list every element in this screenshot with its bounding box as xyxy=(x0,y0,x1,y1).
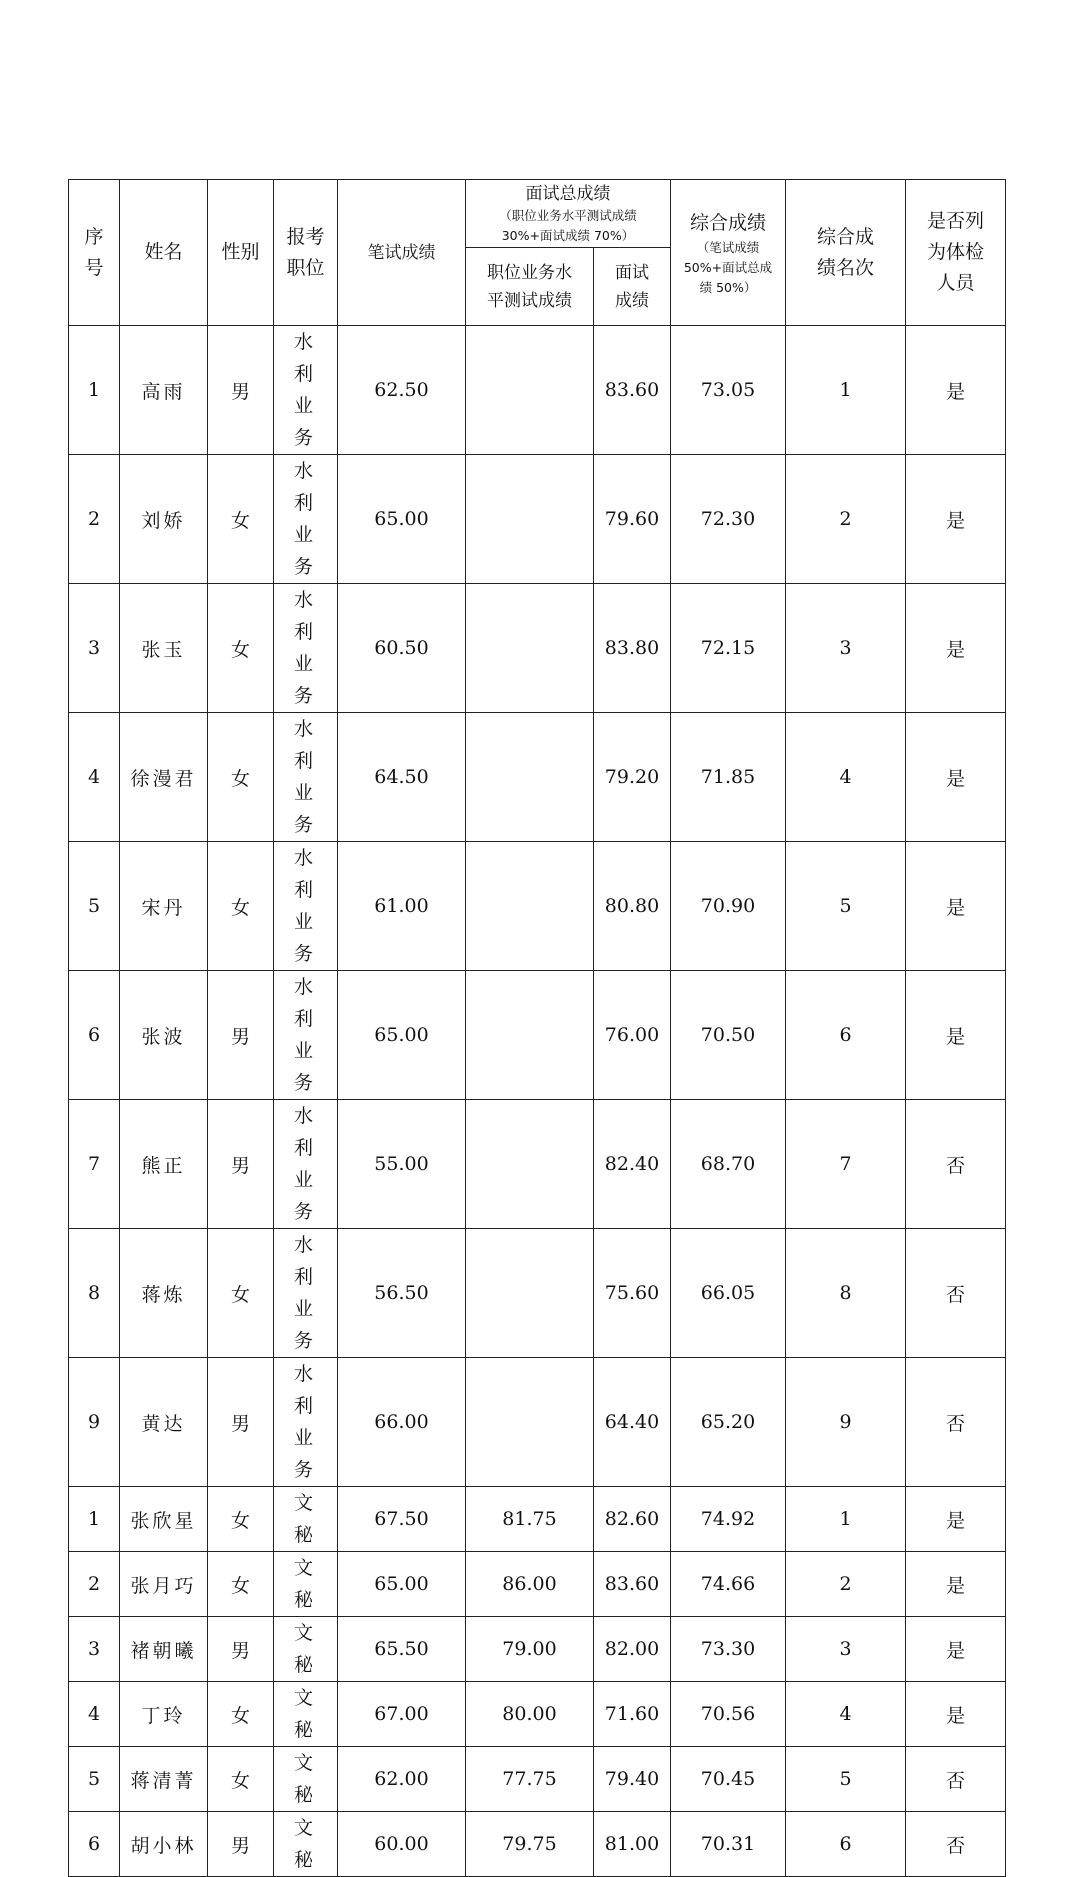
exam-cell: 是 xyxy=(906,1487,1006,1552)
written-cell: 55.00 xyxy=(338,1100,466,1229)
header-composite xyxy=(671,180,786,326)
skill-cell xyxy=(466,713,594,842)
seq-cell: 4 xyxy=(69,1682,120,1747)
composite-cell: 72.15 xyxy=(671,584,786,713)
skill-cell xyxy=(466,1358,594,1487)
seq-cell: 5 xyxy=(69,842,120,971)
table-row xyxy=(69,1617,1006,1682)
composite-cell: 72.30 xyxy=(671,455,786,584)
interview-cell: 83.60 xyxy=(594,1552,671,1617)
gender-cell: 女 xyxy=(208,713,274,842)
seq-cell: 2 xyxy=(69,455,120,584)
pos-cell: 文秘 xyxy=(274,1617,338,1682)
written-cell: 62.50 xyxy=(338,326,466,455)
interview-cell: 76.00 xyxy=(594,971,671,1100)
rank-cell: 2 xyxy=(786,455,906,584)
gender-cell: 女 xyxy=(208,1747,274,1812)
composite-cell: 68.70 xyxy=(671,1100,786,1229)
table-row xyxy=(69,584,1006,713)
pos-cell: 水利业务 xyxy=(274,971,338,1100)
skill-cell xyxy=(466,1229,594,1358)
interview-cell: 79.40 xyxy=(594,1747,671,1812)
seq-cell: 9 xyxy=(69,1358,120,1487)
header-name: 姓名 xyxy=(120,180,208,326)
name-cell: 蒋清菁 xyxy=(120,1747,208,1812)
name-cell: 蒋炼 xyxy=(120,1229,208,1358)
composite-cell: 74.66 xyxy=(671,1552,786,1617)
interview-cell: 81.00 xyxy=(594,1812,671,1877)
interview-cell: 82.40 xyxy=(594,1100,671,1229)
pos-cell: 水利业务 xyxy=(274,713,338,842)
written-cell: 67.00 xyxy=(338,1682,466,1747)
pos-cell: 文秘 xyxy=(274,1682,338,1747)
gender-cell: 女 xyxy=(208,1229,274,1358)
seq-cell: 4 xyxy=(69,713,120,842)
header-position: 报考职位 xyxy=(274,180,338,326)
seq-cell: 3 xyxy=(69,1617,120,1682)
gender-cell: 男 xyxy=(208,326,274,455)
composite-cell: 71.85 xyxy=(671,713,786,842)
interview-cell: 82.60 xyxy=(594,1487,671,1552)
name-cell: 张月巧 xyxy=(120,1552,208,1617)
pos-cell: 文秘 xyxy=(274,1747,338,1812)
rank-cell: 5 xyxy=(786,1747,906,1812)
composite-cell: 73.30 xyxy=(671,1617,786,1682)
table-row xyxy=(69,1358,1006,1487)
header-interview-total xyxy=(466,180,671,248)
seq-cell: 3 xyxy=(69,584,120,713)
header-rank: 综合成绩名次 xyxy=(786,180,906,326)
gender-cell: 男 xyxy=(208,971,274,1100)
interview-cell: 71.60 xyxy=(594,1682,671,1747)
interview-cell: 79.60 xyxy=(594,455,671,584)
name-cell: 张波 xyxy=(120,971,208,1100)
skill-cell xyxy=(466,326,594,455)
composite-cell: 73.05 xyxy=(671,326,786,455)
composite-cell: 65.20 xyxy=(671,1358,786,1487)
gender-cell: 男 xyxy=(208,1617,274,1682)
name-cell: 高雨 xyxy=(120,326,208,455)
composite-title: 综合成绩 xyxy=(689,211,766,234)
composite-cell: 70.50 xyxy=(671,971,786,1100)
skill-cell xyxy=(466,971,594,1100)
gender-cell: 男 xyxy=(208,1100,274,1229)
name-cell: 徐漫君 xyxy=(120,713,208,842)
written-cell: 61.00 xyxy=(338,842,466,971)
skill-cell xyxy=(466,584,594,713)
skill-cell: 80.00 xyxy=(466,1682,594,1747)
table-row xyxy=(69,1682,1006,1747)
interview-cell: 64.40 xyxy=(594,1358,671,1487)
pos-cell: 水利业务 xyxy=(274,455,338,584)
written-cell: 65.00 xyxy=(338,1552,466,1617)
skill-cell xyxy=(466,1100,594,1229)
interview-cell: 82.00 xyxy=(594,1617,671,1682)
seq-cell: 5 xyxy=(69,1747,120,1812)
written-cell: 65.00 xyxy=(338,971,466,1100)
name-cell: 胡小林 xyxy=(120,1812,208,1877)
exam-cell: 是 xyxy=(906,971,1006,1100)
name-cell: 丁玲 xyxy=(120,1682,208,1747)
rank-cell: 6 xyxy=(786,971,906,1100)
pos-cell: 水利业务 xyxy=(274,1358,338,1487)
skill-cell: 81.75 xyxy=(466,1487,594,1552)
skill-cell xyxy=(466,455,594,584)
interview-cell: 80.80 xyxy=(594,842,671,971)
gender-cell: 女 xyxy=(208,842,274,971)
rank-cell: 5 xyxy=(786,842,906,971)
table-row xyxy=(69,326,1006,455)
composite-cell: 74.92 xyxy=(671,1487,786,1552)
gender-cell: 男 xyxy=(208,1358,274,1487)
composite-cell: 70.90 xyxy=(671,842,786,971)
gender-cell: 女 xyxy=(208,584,274,713)
seq-cell: 6 xyxy=(69,1812,120,1877)
exam-cell: 否 xyxy=(906,1229,1006,1358)
skill-cell: 79.75 xyxy=(466,1812,594,1877)
name-cell: 张玉 xyxy=(120,584,208,713)
pos-cell: 文秘 xyxy=(274,1552,338,1617)
exam-cell: 是 xyxy=(906,326,1006,455)
table-row xyxy=(69,1229,1006,1358)
rank-cell: 3 xyxy=(786,584,906,713)
composite-cell: 70.56 xyxy=(671,1682,786,1747)
seq-cell: 7 xyxy=(69,1100,120,1229)
header-skill-test: 职位业务水平测试成绩 xyxy=(466,248,594,326)
gender-cell: 男 xyxy=(208,1812,274,1877)
pos-cell: 水利业务 xyxy=(274,326,338,455)
table-row xyxy=(69,1487,1006,1552)
score-table xyxy=(68,179,1006,1877)
exam-cell: 是 xyxy=(906,842,1006,971)
rank-cell: 1 xyxy=(786,326,906,455)
rank-cell: 1 xyxy=(786,1487,906,1552)
seq-cell: 2 xyxy=(69,1552,120,1617)
table-row xyxy=(69,1747,1006,1812)
exam-cell: 是 xyxy=(906,713,1006,842)
composite-cell: 66.05 xyxy=(671,1229,786,1358)
written-cell: 65.50 xyxy=(338,1617,466,1682)
exam-cell: 是 xyxy=(906,1682,1006,1747)
interview-total-title: 面试总成绩 xyxy=(525,183,611,204)
written-cell: 60.50 xyxy=(338,584,466,713)
pos-cell: 水利业务 xyxy=(274,1100,338,1229)
table-header xyxy=(69,180,1006,326)
written-cell: 62.00 xyxy=(338,1747,466,1812)
pos-cell: 水利业务 xyxy=(274,842,338,971)
table-row xyxy=(69,1552,1006,1617)
rank-cell: 4 xyxy=(786,713,906,842)
name-cell: 熊正 xyxy=(120,1100,208,1229)
header-physical-exam: 是否列为体检人员 xyxy=(906,180,1006,326)
rank-cell: 4 xyxy=(786,1682,906,1747)
name-cell: 刘娇 xyxy=(120,455,208,584)
header-seq: 序号 xyxy=(69,180,120,326)
written-cell: 67.50 xyxy=(338,1487,466,1552)
gender-cell: 女 xyxy=(208,455,274,584)
skill-cell: 79.00 xyxy=(466,1617,594,1682)
exam-cell: 是 xyxy=(906,584,1006,713)
pos-cell: 文秘 xyxy=(274,1812,338,1877)
name-cell: 宋丹 xyxy=(120,842,208,971)
composite-note: （笔试成绩 50%+面试总成绩 50%） xyxy=(683,239,773,295)
pos-cell: 文秘 xyxy=(274,1487,338,1552)
name-cell: 褚朝曦 xyxy=(120,1617,208,1682)
table-row xyxy=(69,1100,1006,1229)
rank-cell: 3 xyxy=(786,1617,906,1682)
composite-cell: 70.31 xyxy=(671,1812,786,1877)
seq-cell: 1 xyxy=(69,1487,120,1552)
written-cell: 60.00 xyxy=(338,1812,466,1877)
exam-cell: 是 xyxy=(906,455,1006,584)
exam-cell: 否 xyxy=(906,1747,1006,1812)
table-row xyxy=(69,842,1006,971)
interview-cell: 83.80 xyxy=(594,584,671,713)
header-written: 笔试成绩 xyxy=(338,180,466,326)
rank-cell: 2 xyxy=(786,1552,906,1617)
exam-cell: 否 xyxy=(906,1358,1006,1487)
rank-cell: 6 xyxy=(786,1812,906,1877)
table-body xyxy=(69,326,1006,1877)
name-cell: 黄达 xyxy=(120,1358,208,1487)
table-row xyxy=(69,713,1006,842)
exam-cell: 否 xyxy=(906,1100,1006,1229)
table-row xyxy=(69,971,1006,1100)
seq-cell: 1 xyxy=(69,326,120,455)
name-cell: 张欣星 xyxy=(120,1487,208,1552)
header-interview: 面试成绩 xyxy=(594,248,671,326)
pos-cell: 水利业务 xyxy=(274,1229,338,1358)
gender-cell: 女 xyxy=(208,1552,274,1617)
gender-cell: 女 xyxy=(208,1682,274,1747)
seq-cell: 8 xyxy=(69,1229,120,1358)
exam-cell: 是 xyxy=(906,1552,1006,1617)
rank-cell: 9 xyxy=(786,1358,906,1487)
header-gender: 性别 xyxy=(208,180,274,326)
interview-cell: 79.20 xyxy=(594,713,671,842)
pos-cell: 水利业务 xyxy=(274,584,338,713)
exam-cell: 否 xyxy=(906,1812,1006,1877)
seq-cell: 6 xyxy=(69,971,120,1100)
interview-total-note: （职位业务水平测试成绩 30%+面试成绩 70%） xyxy=(499,207,637,243)
written-cell: 64.50 xyxy=(338,713,466,842)
skill-cell: 86.00 xyxy=(466,1552,594,1617)
skill-cell: 77.75 xyxy=(466,1747,594,1812)
composite-cell: 70.45 xyxy=(671,1747,786,1812)
exam-cell: 是 xyxy=(906,1617,1006,1682)
table-row xyxy=(69,455,1006,584)
skill-cell xyxy=(466,842,594,971)
rank-cell: 7 xyxy=(786,1100,906,1229)
rank-cell: 8 xyxy=(786,1229,906,1358)
interview-cell: 83.60 xyxy=(594,326,671,455)
table-row xyxy=(69,1812,1006,1877)
gender-cell: 女 xyxy=(208,1487,274,1552)
written-cell: 65.00 xyxy=(338,455,466,584)
written-cell: 66.00 xyxy=(338,1358,466,1487)
written-cell: 56.50 xyxy=(338,1229,466,1358)
interview-cell: 75.60 xyxy=(594,1229,671,1358)
